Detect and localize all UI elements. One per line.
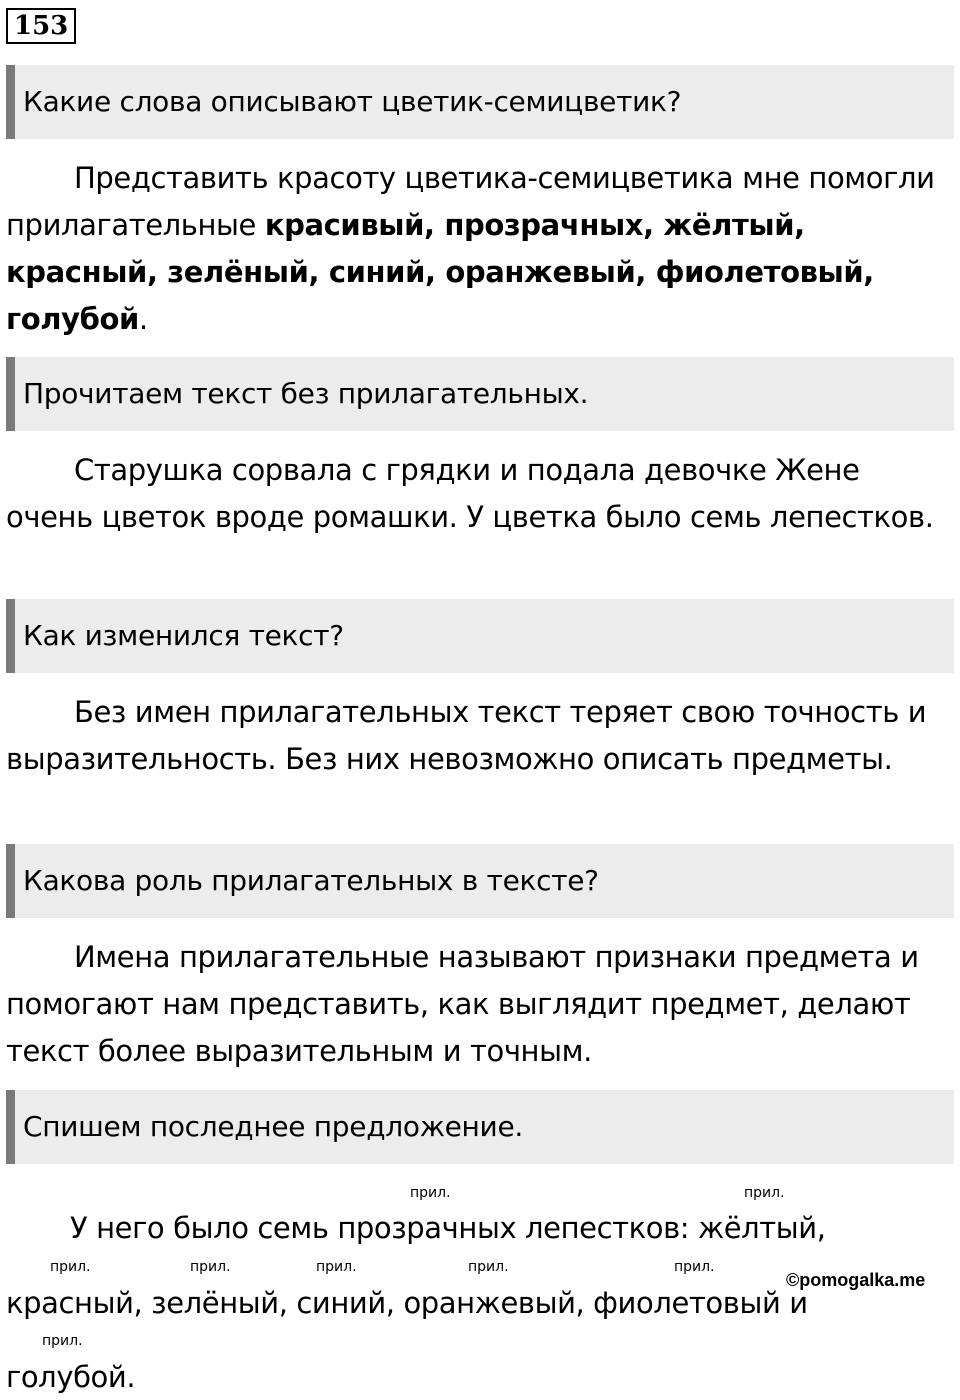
- answer-1: [6, 155, 936, 343]
- question-5: Спишем последнее предложение.: [6, 1090, 954, 1164]
- sentence-line-3: голубой.: [6, 1360, 136, 1394]
- question-2: Прочитаем текст без прилагательных.: [6, 357, 954, 431]
- task-number: 153: [6, 8, 76, 44]
- pos-mark: прил.: [316, 1259, 357, 1275]
- question-1: Какие слова описывают цветик-семицветик?: [6, 65, 954, 139]
- question-3: Как изменился текст?: [6, 599, 954, 673]
- question-4: Какова роль прилагательных в тексте?: [6, 844, 954, 918]
- pos-mark: прил.: [744, 1185, 785, 1201]
- answer-3: [6, 689, 936, 783]
- sentence-line-1: У него было семь прозрачных лепестков: жёлтый,: [70, 1211, 826, 1245]
- answer-2: [6, 447, 936, 541]
- answer-3-text: Без имен прилагательных текст теряет свою точность и выразительность. Без них невозможно описать предметы.: [6, 695, 927, 776]
- pos-mark: прил.: [190, 1259, 231, 1275]
- answer-4-text: Имена прилагательные называют признаки предмета и помогают нам представить, как выглядит предмет, делают текст более выразительным и точным.: [6, 940, 919, 1068]
- pos-mark: прил.: [50, 1259, 91, 1275]
- pos-mark: прил.: [410, 1185, 451, 1201]
- watermark: ©pomogalka.me: [786, 1270, 926, 1290]
- pos-mark: прил.: [674, 1259, 715, 1275]
- answer-1-bold: красивый, прозрачных, жёлтый, красный, зелёный, синий, оранжевый, фиолетовый, голубой: [6, 208, 874, 336]
- answer-2-text: Старушка сорвала с грядки и подала девочке Жене очень цветок вроде ромашки. У цветка было семь лепестков.: [6, 453, 934, 534]
- answer-4: [6, 934, 936, 1075]
- pos-mark: прил.: [42, 1333, 83, 1349]
- answer-1-tail: .: [138, 302, 148, 336]
- sentence-line-2: красный, зелёный, синий, оранжевый, фиолетовый и: [6, 1286, 808, 1320]
- pos-mark: прил.: [468, 1259, 509, 1275]
- answer-1-text: Представить красоту цветика-семицветика мне помогли прилагательные: [6, 161, 935, 242]
